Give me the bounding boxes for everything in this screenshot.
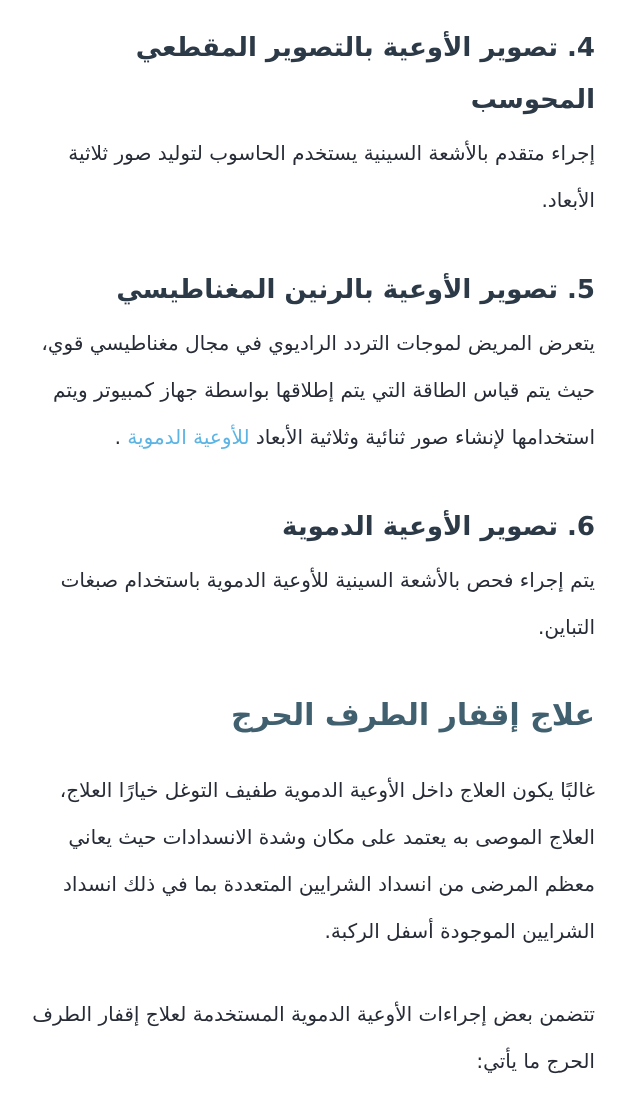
section-ct-angiography xyxy=(27,22,595,224)
section-heading-ct-angiography: 4. تصوير الأوعية بالتصوير المقطعي المحوسب xyxy=(135,33,595,115)
section-body-angiography: يتم إجراء فحص بالأشعة السينية للأوعية الدموية باستخدام صبغات التباين. xyxy=(60,568,595,639)
section-angiography xyxy=(27,501,595,651)
mr-angiography-body-text: يتعرض المريض لموجات التردد الراديوي في مجال مغناطيسي قوي، حيث يتم قياس الطاقة التي يتم إطلاقها بواسطة جهاز كمبيوتر ويتم استخدامها لإنشاء صور ثنائية وثلاثية الأبعاد xyxy=(41,331,595,449)
section-body-mr-angiography xyxy=(27,320,595,461)
section-mr-angiography xyxy=(27,264,595,461)
section-heading-angiography: 6. تصوير الأوعية الدموية xyxy=(282,512,595,542)
treatment-paragraph-2: تتضمن بعض إجراءات الأوعية الدموية المستخدمة لعلاج إقفار الطرف الحرج ما يأتي: xyxy=(32,1002,595,1073)
treatment-paragraph-1: غالبًا يكون العلاج داخل الأوعية الدموية طفيف التوغل خيارًا العلاج، العلاج الموصى به يعتمد على مكان وشدة الانسدادات حيث يعاني معظم المرضى من انسداد الشرايين المتعددة بما في ذلك انسداد الشرايين الموجودة أسفل الركبة. xyxy=(59,778,595,943)
section-heading-mr-angiography: 5. تصوير الأوعية بالرنين المغناطيسي xyxy=(116,275,595,305)
mr-angiography-body-period: . xyxy=(114,425,128,449)
section-body-ct-angiography: إجراء متقدم بالأشعة السينية يستخدم الحاسوب لتوليد صور ثلاثية الأبعاد. xyxy=(68,141,595,212)
blood-vessels-link[interactable]: للأوعية الدموية xyxy=(127,425,250,449)
treatment-section-heading: علاج إقفار الطرف الحرج xyxy=(230,698,595,733)
